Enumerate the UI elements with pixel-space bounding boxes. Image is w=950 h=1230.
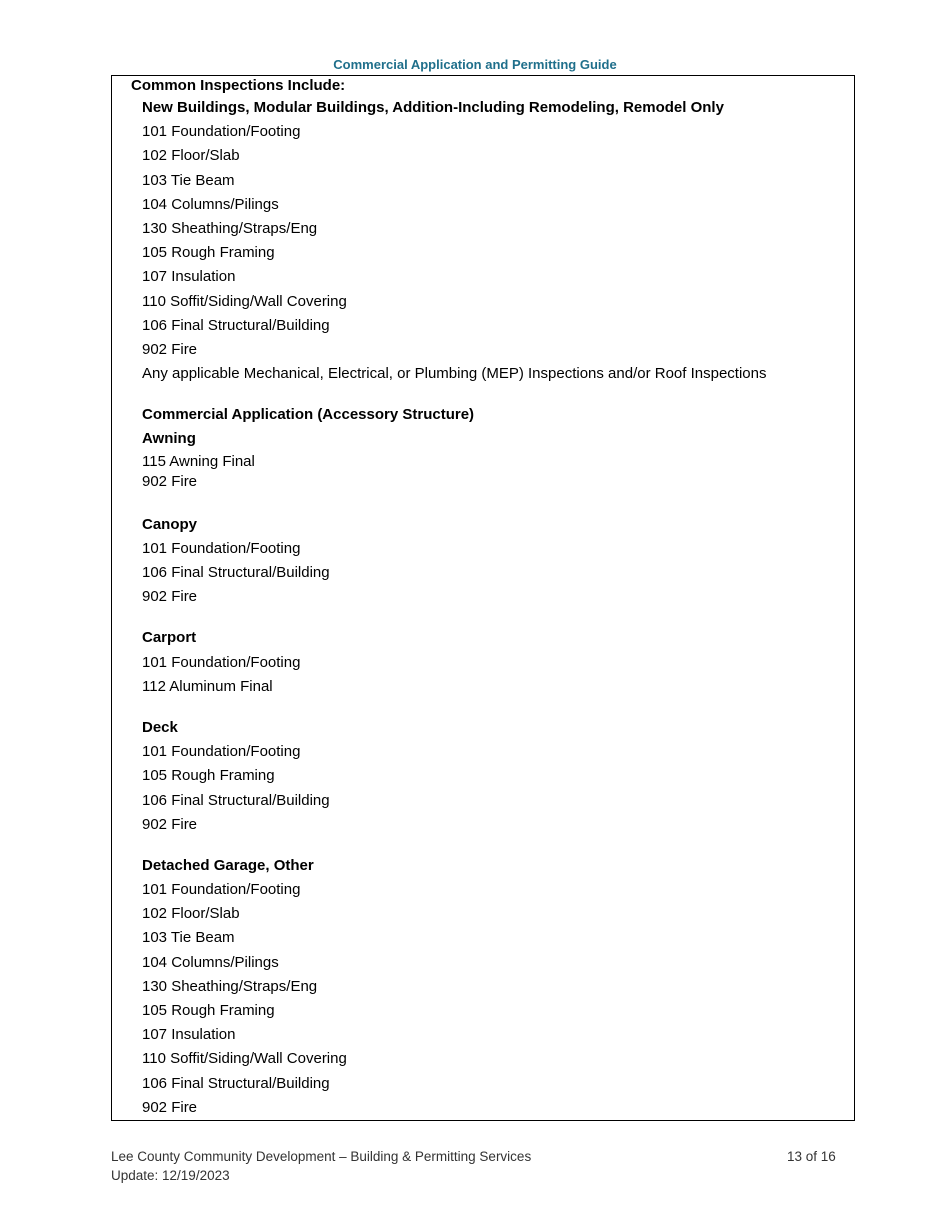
list-item: 101 Foundation/Footing xyxy=(142,539,301,557)
list-item: 102 Floor/Slab xyxy=(142,905,240,923)
page-header-title: Commercial Application and Permitting Guide xyxy=(333,57,617,72)
page-number: 13 of 16 xyxy=(787,1149,836,1164)
section-heading-awning: Awning xyxy=(142,430,196,448)
list-item: 902 Fire xyxy=(142,815,198,833)
list-item: 106 Final Structural/Building xyxy=(142,316,330,334)
list-item: 101 Foundation/Footing xyxy=(142,743,301,761)
list-item: 102 Floor/Slab xyxy=(142,147,240,165)
footer-update: Update: 12/19/2023 xyxy=(111,1168,230,1183)
list-item: 101 Foundation/Footing xyxy=(142,123,301,141)
list-item: 107 Insulation xyxy=(142,1026,236,1044)
inspections-content xyxy=(142,96,842,1120)
list-item: Any applicable Mechanical, Electrical, or Plumbing (MEP) Inspections and/or Roof Inspections xyxy=(142,365,767,383)
footer-left xyxy=(111,1147,531,1185)
list-item: 130 Sheathing/Straps/Eng xyxy=(142,219,318,237)
list-item: 106 Final Structural/Building xyxy=(142,1074,330,1092)
list-item: 105 Rough Framing xyxy=(142,767,275,785)
list-item: 106 Final Structural/Building xyxy=(142,564,330,581)
list-item: 115 Awning Final xyxy=(142,452,255,470)
list-item: 104 Columns/Pilings xyxy=(142,953,279,971)
list-item: 902 Fire xyxy=(142,1098,198,1116)
section-heading-new-buildings: New Buildings, Modular Buildings, Addition-Including Remodeling, Remodel Only xyxy=(142,99,724,116)
footer-org: Lee County Community Development – Building & Permitting Services xyxy=(111,1149,532,1164)
list-item: 130 Sheathing/Straps/Eng xyxy=(142,977,318,995)
list-item: 106 Final Structural/Building xyxy=(142,791,330,809)
list-item: 104 Columns/Pilings xyxy=(142,195,279,213)
section-heading-garage: Detached Garage, Other xyxy=(142,856,314,874)
list-item: 110 Soffit/Siding/Wall Covering xyxy=(142,1050,347,1068)
list-item: 110 Soffit/Siding/Wall Covering xyxy=(142,292,347,310)
list-item: 103 Tie Beam xyxy=(142,929,235,947)
box-title: Common Inspections Include: xyxy=(131,77,346,94)
list-item: 103 Tie Beam xyxy=(142,171,235,189)
list-item: 101 Foundation/Footing xyxy=(142,881,301,899)
list-item: 112 Aluminum Final xyxy=(142,677,273,695)
section-heading-carport: Carport xyxy=(142,629,197,647)
list-item: 107 Insulation xyxy=(142,268,236,286)
list-item: 105 Rough Framing xyxy=(142,1002,275,1019)
section-heading-canopy: Canopy xyxy=(142,515,198,533)
list-item: 105 Rough Framing xyxy=(142,244,275,262)
list-item: 902 Fire xyxy=(142,588,198,606)
list-item: 902 Fire xyxy=(142,340,198,358)
list-item: 902 Fire xyxy=(142,472,198,490)
section-heading-deck: Deck xyxy=(142,718,178,736)
section-heading-accessory: Commercial Application (Accessory Structure) xyxy=(142,406,475,424)
list-item: 101 Foundation/Footing xyxy=(142,653,301,671)
